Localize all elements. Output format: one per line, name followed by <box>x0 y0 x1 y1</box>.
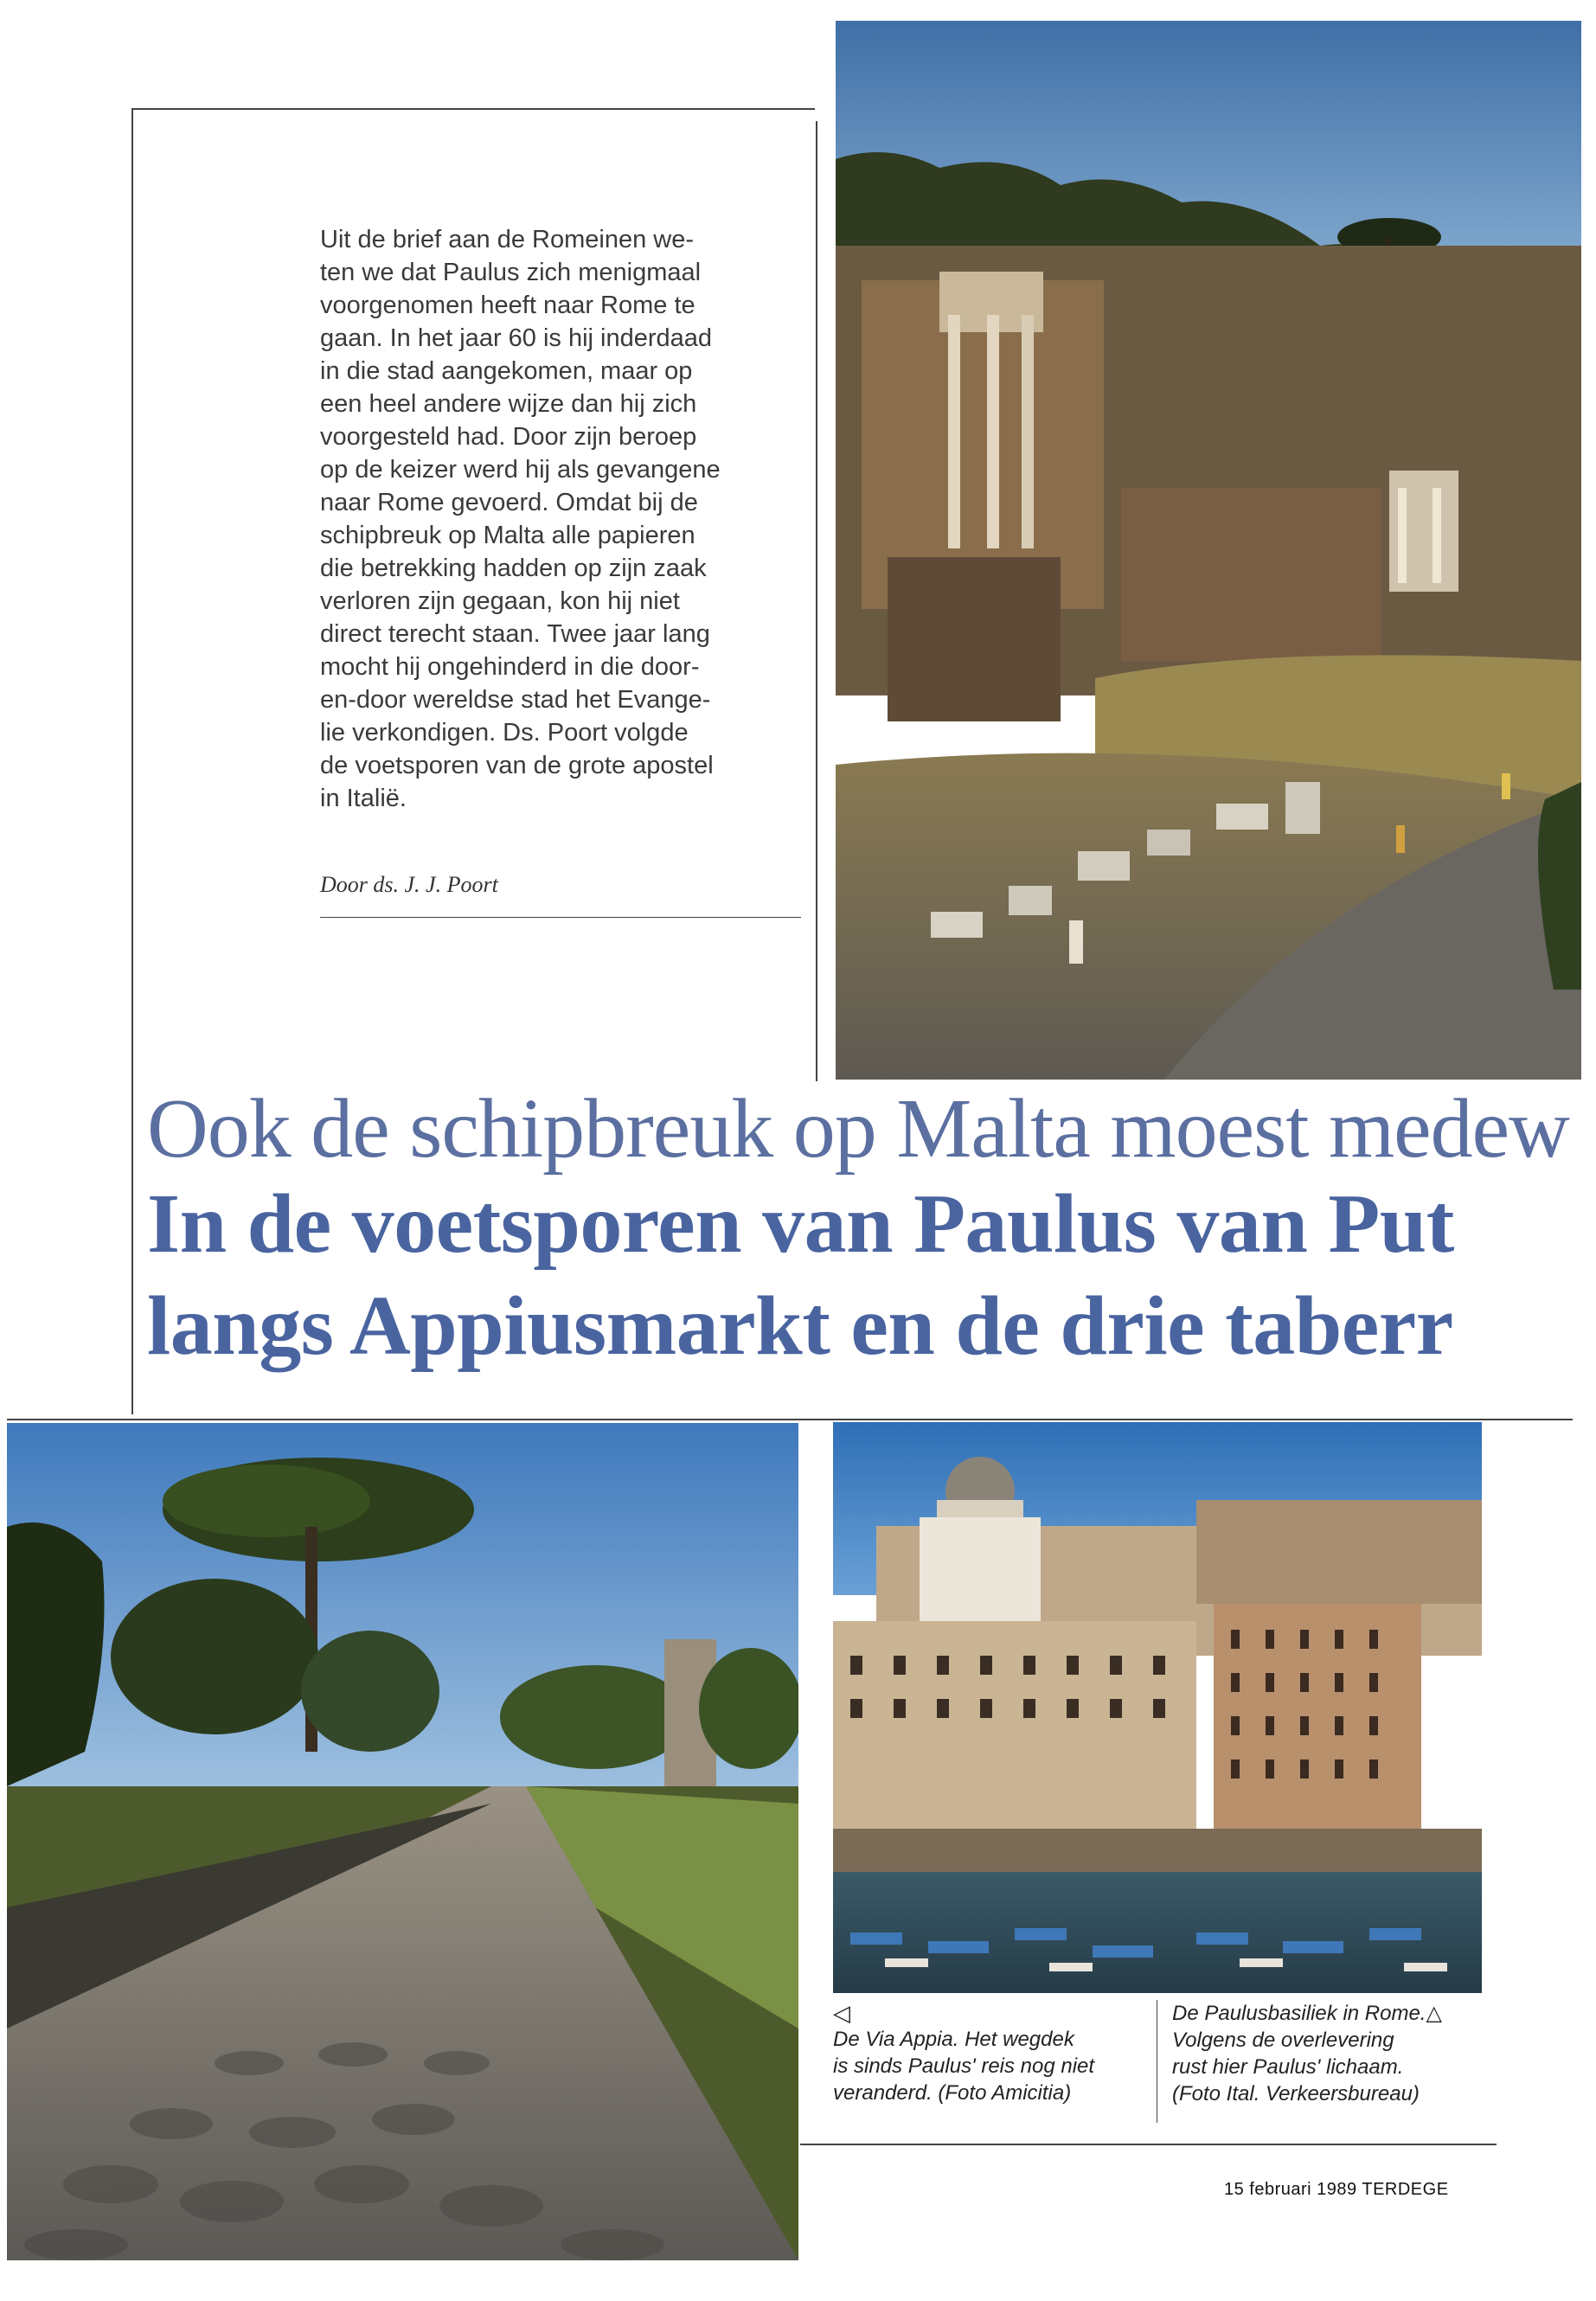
intro-line: die betrekking hadden op zijn zaak <box>320 554 707 582</box>
intro-line: een heel andere wijze dan hij zich <box>320 390 697 418</box>
main-headline-line-2: langs Appiusmarkt en de drie taberr <box>147 1279 1453 1373</box>
intro-line: direct terecht staan. Twee jaar lang <box>320 620 710 648</box>
main-headline-line-1: In de voetsporen van Paulus van Put <box>147 1177 1454 1271</box>
caption-line: is sinds Paulus' reis nog niet <box>833 2054 1095 2078</box>
caption-via-appia-text <box>833 2026 1149 2106</box>
intro-line: schipbreuk op Malta alle papieren <box>320 522 695 549</box>
kicker-heading: Ook de schipbreuk op Malta moest medew <box>147 1082 1569 1176</box>
photo-via-appia <box>7 1423 798 2260</box>
heading-bottom-rule <box>7 1419 1573 1420</box>
intro-line: in Italië. <box>320 785 407 812</box>
intro-line: lie verkondigen. Ds. Poort volgde <box>320 719 689 747</box>
intro-line: voorgenomen heeft naar Rome te <box>320 292 695 319</box>
bottom-rule <box>800 2144 1497 2145</box>
intro-line: Uit de brief aan de Romeinen we- <box>320 226 695 253</box>
frame-top-line <box>131 108 815 110</box>
intro-line: ten we dat Paulus zich menigmaal <box>320 259 702 286</box>
intro-line: naar Rome gevoerd. Omdat bij de <box>320 489 698 516</box>
page-footer: 15 februari 1989 TERDEGE <box>1224 2180 1449 2199</box>
caption-line: De Via Appia. Het wegdek <box>833 2028 1074 2051</box>
photo-forum-romanum <box>836 21 1581 1080</box>
heading-block <box>0 1073 1573 1419</box>
left-arrow-icon: ◁ <box>833 2000 850 2026</box>
caption-line: rust hier Paulus' lichaam. <box>1172 2055 1404 2079</box>
caption-line: veranderd. (Foto Amicitia) <box>833 2081 1072 2105</box>
byline-rule <box>320 917 801 918</box>
byline: Door ds. J. J. Poort <box>320 872 498 897</box>
intro-line: verloren zijn gegaan, kon hij niet <box>320 587 680 615</box>
intro-line: gaan. In het jaar 60 is hij inderdaad <box>320 324 713 352</box>
photo-harbour-buildings <box>833 1422 1482 1993</box>
frame-center-line <box>816 121 817 1081</box>
intro-line: en-door wereldse stad het Evange- <box>320 686 711 714</box>
intro-paragraph <box>320 223 804 815</box>
caption-paulusbasiliek-text <box>1172 2000 1501 2107</box>
caption-line: Volgens de overlevering <box>1172 2029 1394 2052</box>
intro-line: voorgesteld had. Door zijn beroep <box>320 423 697 451</box>
intro-line: mocht hij ongehinderd in die door- <box>320 653 700 681</box>
caption-line: (Foto Ital. Verkeersbureau) <box>1172 2082 1420 2106</box>
intro-line: in die stad aangekomen, maar op <box>320 357 693 385</box>
intro-line: op de keizer werd hij als gevangene <box>320 456 721 484</box>
caption-via-appia <box>833 2000 1149 2106</box>
caption-line: De Paulusbasiliek in Rome.△ <box>1172 2002 1442 2025</box>
caption-paulusbasiliek <box>1172 2000 1501 2107</box>
intro-line: de voetsporen van de grote apostel <box>320 752 714 779</box>
